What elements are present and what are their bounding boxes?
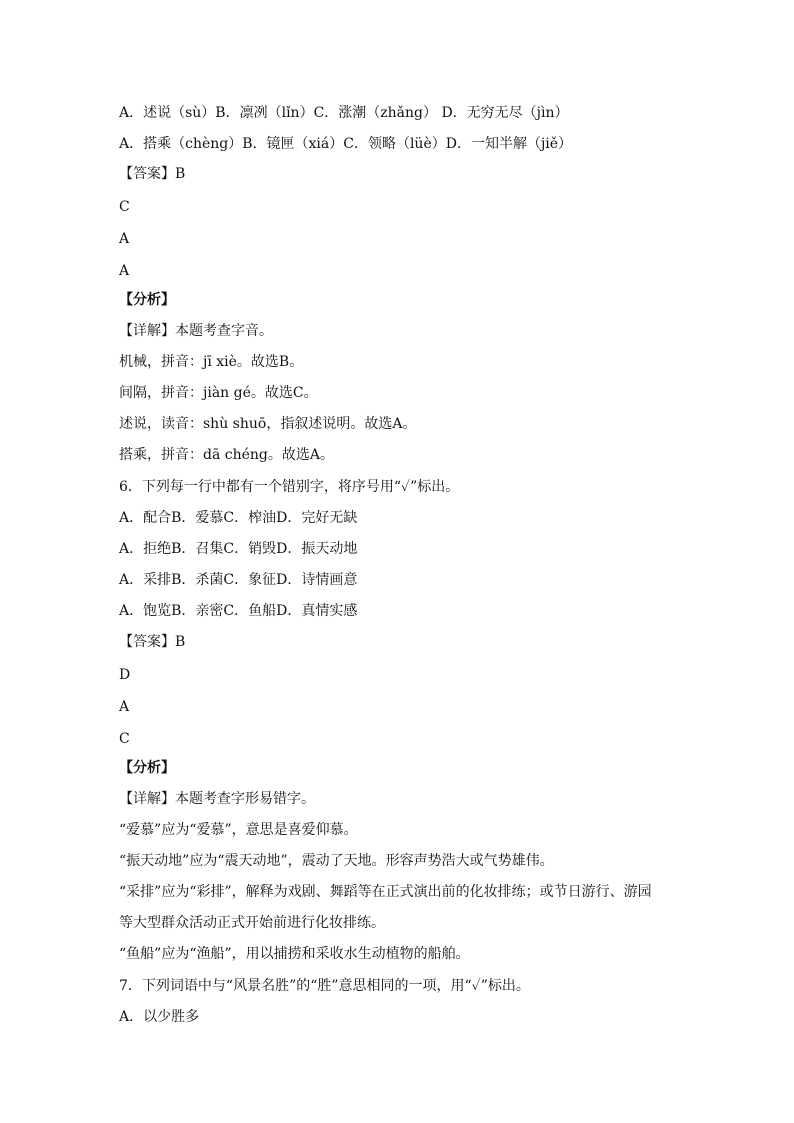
explanation-heading: 【详解】本题考查字形易错字。 [119, 791, 315, 807]
explanation-line: 等大型群众活动正式开始前进行化妆排练。 [119, 915, 385, 931]
answer-heading: 【答案】B [119, 166, 186, 182]
explanation-heading: 【详解】本题考查字音。 [119, 323, 273, 339]
question-7-title: 7．下列词语中与“风景名胜”的“胜”意思相同的一项，用“✓”标出。 [119, 978, 530, 994]
explanation-line: 述说，读音：shù shuō，指叙述说明。故选A。 [119, 416, 417, 432]
question-6-options-row: A．采排B．杀菌C．象征D．诗情画意 [119, 572, 358, 588]
explanation-line: “采排”应为“彩排”，解释为戏剧、舞蹈等在正式演出前的化妆排练；或节日游行、游园 [119, 884, 652, 900]
question-5-options-row-1: A．述说（sù）B．凛冽（lǐn）C．涨潮（zhǎng） D．无穷无尽（jìn） [119, 105, 569, 121]
question-6-options-row: A．拒绝B．召集C．销毁D．振天动地 [119, 541, 358, 557]
analysis-heading: 【分析】 [119, 292, 175, 308]
answer-line: A [119, 699, 130, 715]
explanation-line: “爱慕”应为“爱慕”，意思是喜爱仰慕。 [119, 822, 358, 838]
question-6-title: 6．下列每一行中都有一个错别字，将序号用“✓”标出。 [119, 479, 460, 495]
question-6-options-row: A．饱览B．亲密C．鱼船D．真情实感 [119, 603, 358, 619]
question-5-options-row-2: A．搭乘（chèng）B．镜匣（xiá）C．领略（lüè）D．一知半解（jiě） [119, 136, 573, 152]
explanation-line: 间隔，拼音：jiàn gé。故选C。 [119, 385, 318, 401]
answer-line: C [119, 199, 130, 215]
answer-heading: 【答案】B [119, 634, 186, 650]
answer-line: D [119, 667, 131, 683]
answer-line: A [119, 231, 130, 247]
explanation-line: 机械，拼音：jī xiè。故选B。 [119, 354, 304, 370]
explanation-line: “振天动地”应为“震天动地”，震动了天地。形容声势浩大或气势雄伟。 [119, 853, 554, 869]
explanation-line: “鱼船”应为“渔船”，用以捕捞和采收水生动植物的船舶。 [119, 946, 470, 962]
question-6-options-row: A．配合B．爱慕C．榨油D．完好无缺 [119, 510, 358, 526]
analysis-heading: 【分析】 [119, 760, 175, 776]
answer-line: A [119, 263, 130, 279]
question-7-option-a: A．以少胜多 [119, 1009, 200, 1025]
answer-line: C [119, 731, 130, 747]
explanation-line: 搭乘，拼音：dā chéng。故选A。 [119, 447, 334, 463]
